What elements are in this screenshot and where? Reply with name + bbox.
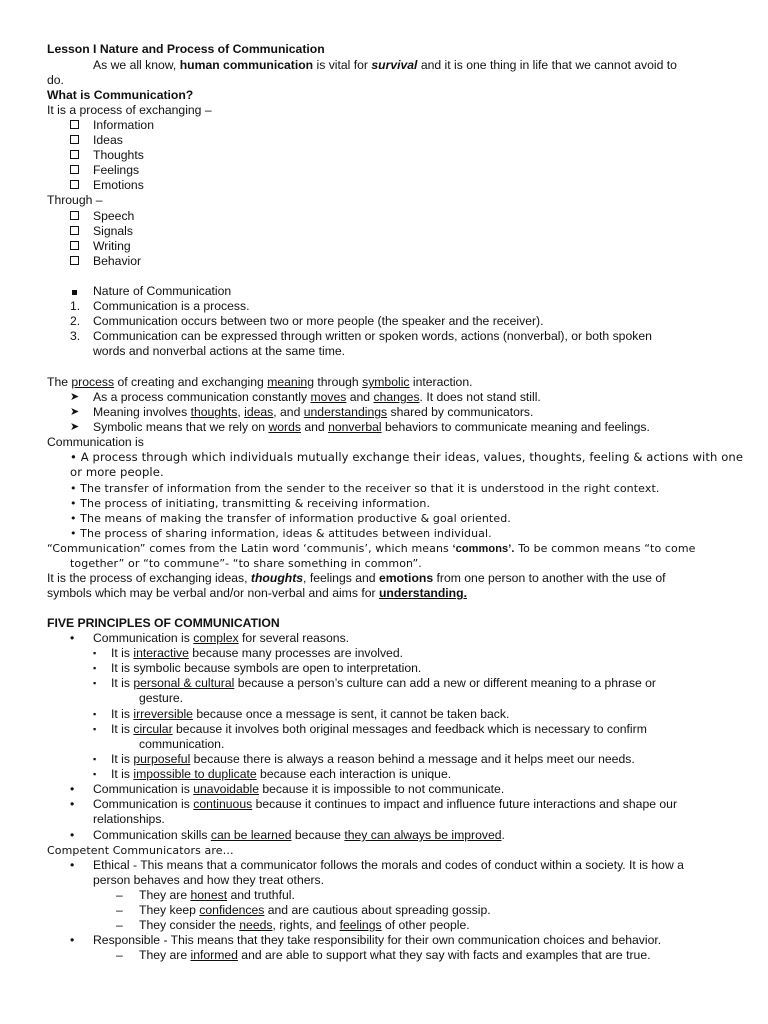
dash-icon: –	[116, 918, 123, 932]
arrow-bullet-icon: ➤	[70, 421, 80, 433]
sub-principle: It is personal & cultural because a person’s culture can add a new or different meaning to a phrase or	[111, 676, 656, 690]
exchange-intro: It is a process of exchanging –	[47, 103, 212, 117]
list-item	[70, 239, 79, 254]
checkbox-icon	[70, 120, 79, 129]
sub-principle-continuation: communication.	[139, 737, 225, 751]
intro-bold: human communication	[179, 58, 314, 72]
checkbox-icon	[70, 150, 79, 159]
competent-continuation: person behaves and how they treat others.	[93, 873, 325, 887]
list-item	[70, 224, 79, 239]
sub-principle: It is symbolic because symbols are open to interpretation.	[111, 661, 422, 675]
arrow-item: Symbolic means that we rely on words and nonverbal behaviors to communicate meaning and feelings.	[93, 420, 650, 434]
comm-is-label: Communication is	[47, 435, 144, 449]
competent-item: Ethical - This means that a communicator follows the morals and codes of conduct within a society. It is how a	[93, 858, 684, 872]
list-number: 1.	[70, 299, 81, 313]
definition-item: • The means of making the transfer of information productive & goal oriented.	[70, 512, 511, 525]
checkbox-icon	[70, 180, 79, 189]
list-number: 2.	[70, 314, 81, 328]
exchange-line: It is the process of exchanging ideas, thoughts, feelings and emotions from one person to another with the use of	[47, 571, 666, 585]
intro-continuation: do.	[47, 73, 64, 87]
intro-text: As we all know,	[93, 58, 180, 72]
nature-item: Communication can be expressed through written or spoken words, actions (nonverbal), or both spoken	[93, 329, 652, 343]
list-item	[70, 254, 79, 269]
checkbox-icon	[70, 135, 79, 144]
arrow-item: As a process communication constantly moves and changes. It does not stand still.	[93, 390, 541, 404]
intro-text: is vital for	[313, 58, 372, 72]
small-bullet-icon: ▪	[93, 663, 97, 673]
intro-line	[93, 58, 677, 73]
competent-sub-item: They consider the needs, rights, and feelings of other people.	[139, 918, 470, 932]
small-bullet-icon: ▪	[93, 724, 97, 734]
definition-item: • The transfer of information from the sender to the receiver so that it is understood in the right context.	[70, 482, 660, 495]
list-item-label: Thoughts	[93, 148, 144, 162]
principle-item: Communication skills can be learned because they can always be improved.	[93, 828, 505, 842]
principle-continuation: relationships.	[93, 812, 165, 826]
bullet-icon: •	[70, 828, 75, 842]
checkbox-icon	[70, 165, 79, 174]
arrow-bullet-icon: ➤	[70, 406, 80, 418]
list-item-label: Ideas	[93, 133, 123, 147]
checkbox-icon	[70, 211, 79, 220]
small-bullet-icon: ▪	[93, 678, 97, 688]
arrow-item: Meaning involves thoughts, ideas, and understandings shared by communicators.	[93, 405, 534, 419]
list-item	[70, 178, 79, 193]
lesson-title: Lesson I Nature and Process of Communication	[47, 42, 325, 56]
latin-continuation: together” or “to commune”- “to share something in common”.	[70, 557, 422, 570]
small-bullet-icon: ▪	[93, 754, 97, 764]
intro-text: and it is one thing in life that we cannot avoid to	[417, 58, 677, 72]
definition-item: • The process of initiating, transmitting & receiving information.	[70, 497, 431, 510]
list-item-label: Behavior	[93, 254, 142, 268]
list-item-label: Emotions	[93, 178, 144, 192]
what-heading: What is Communication?	[47, 88, 194, 102]
competent-sub-item: They are honest and truthful.	[139, 888, 295, 902]
principles-heading: FIVE PRINCIPLES OF COMMUNICATION	[47, 616, 280, 630]
checkbox-icon	[70, 241, 79, 250]
nature-item: Communication occurs between two or more people (the speaker and the receiver).	[93, 314, 544, 328]
list-item	[70, 163, 79, 178]
exchange-continuation: symbols which may be verbal and/or non-verbal and aims for understanding.	[47, 586, 467, 600]
list-item-label: Signals	[93, 224, 133, 238]
sub-principle: It is interactive because many processes are involved.	[111, 646, 403, 660]
through-intro: Through –	[47, 193, 103, 207]
process-line: The process of creating and exchanging meaning through symbolic interaction.	[47, 375, 473, 389]
bullet-icon: •	[70, 858, 75, 872]
checkbox-icon	[70, 256, 79, 265]
dash-icon: –	[116, 903, 123, 917]
arrow-bullet-icon: ➤	[70, 391, 80, 403]
list-item-label: Information	[93, 118, 154, 132]
bullet-icon: •	[70, 631, 75, 645]
dash-icon: –	[116, 888, 123, 902]
sub-principle: It is circular because it involves both original messages and feedback which is necessary to confirm	[111, 722, 647, 736]
bullet-icon: •	[70, 933, 75, 947]
checkbox-icon	[70, 226, 79, 235]
definition-item: • The process of sharing information, ideas & attitudes between individual.	[70, 527, 492, 540]
competent-sub-item: They keep confidences and are cautious about spreading gossip.	[139, 903, 491, 917]
principle-item: Communication is unavoidable because it is impossible to not communicate.	[93, 782, 505, 796]
square-bullet-icon	[72, 284, 77, 299]
bullet-icon: •	[70, 797, 75, 811]
definition-item: • A process through which individuals mutually exchange their ideas, values, thoughts, feeling & actions with one	[70, 450, 744, 464]
nature-item-continuation: words and nonverbal actions at the same time.	[93, 344, 346, 358]
small-bullet-icon: ▪	[93, 709, 97, 719]
list-item	[70, 148, 79, 163]
principle-item: Communication is continuous because it continues to impact and influence future interactions and shape our	[93, 797, 678, 811]
list-item-label: Feelings	[93, 163, 140, 177]
small-bullet-icon: ▪	[93, 769, 97, 779]
list-item-label: Writing	[93, 239, 131, 253]
competent-item: Responsible - This means that they take responsibility for their own communication choices and behavior.	[93, 933, 662, 947]
bullet-icon: •	[70, 782, 75, 796]
sub-principle: It is purposeful because there is always a reason behind a message and it helps meet our needs.	[111, 752, 635, 766]
dash-icon: –	[116, 948, 123, 962]
list-item-label: Speech	[93, 209, 135, 223]
sub-principle-continuation: gesture.	[139, 691, 184, 705]
definition-continuation: or more people.	[70, 465, 164, 479]
principle-item: Communication is complex for several reasons.	[93, 631, 350, 645]
list-number: 3.	[70, 329, 81, 343]
list-item	[70, 133, 79, 148]
list-item	[70, 209, 79, 224]
small-bullet-icon: ▪	[93, 648, 97, 658]
nature-heading: Nature of Communication	[93, 284, 232, 298]
list-item	[70, 118, 79, 133]
competent-sub-item: They are informed and are able to support what they say with facts and examples that are true.	[139, 948, 651, 962]
nature-item: Communication is a process.	[93, 299, 250, 313]
latin-origin: “Communication” comes from the Latin word ‘communis’, which means ‘commons’. To be common means “to come	[47, 542, 696, 555]
competent-heading: Competent Communicators are…	[47, 844, 234, 857]
sub-principle: It is irreversible because once a message is sent, it cannot be taken back.	[111, 707, 510, 721]
intro-bold-italic: survival	[371, 58, 418, 72]
sub-principle: It is impossible to duplicate because each interaction is unique.	[111, 767, 452, 781]
